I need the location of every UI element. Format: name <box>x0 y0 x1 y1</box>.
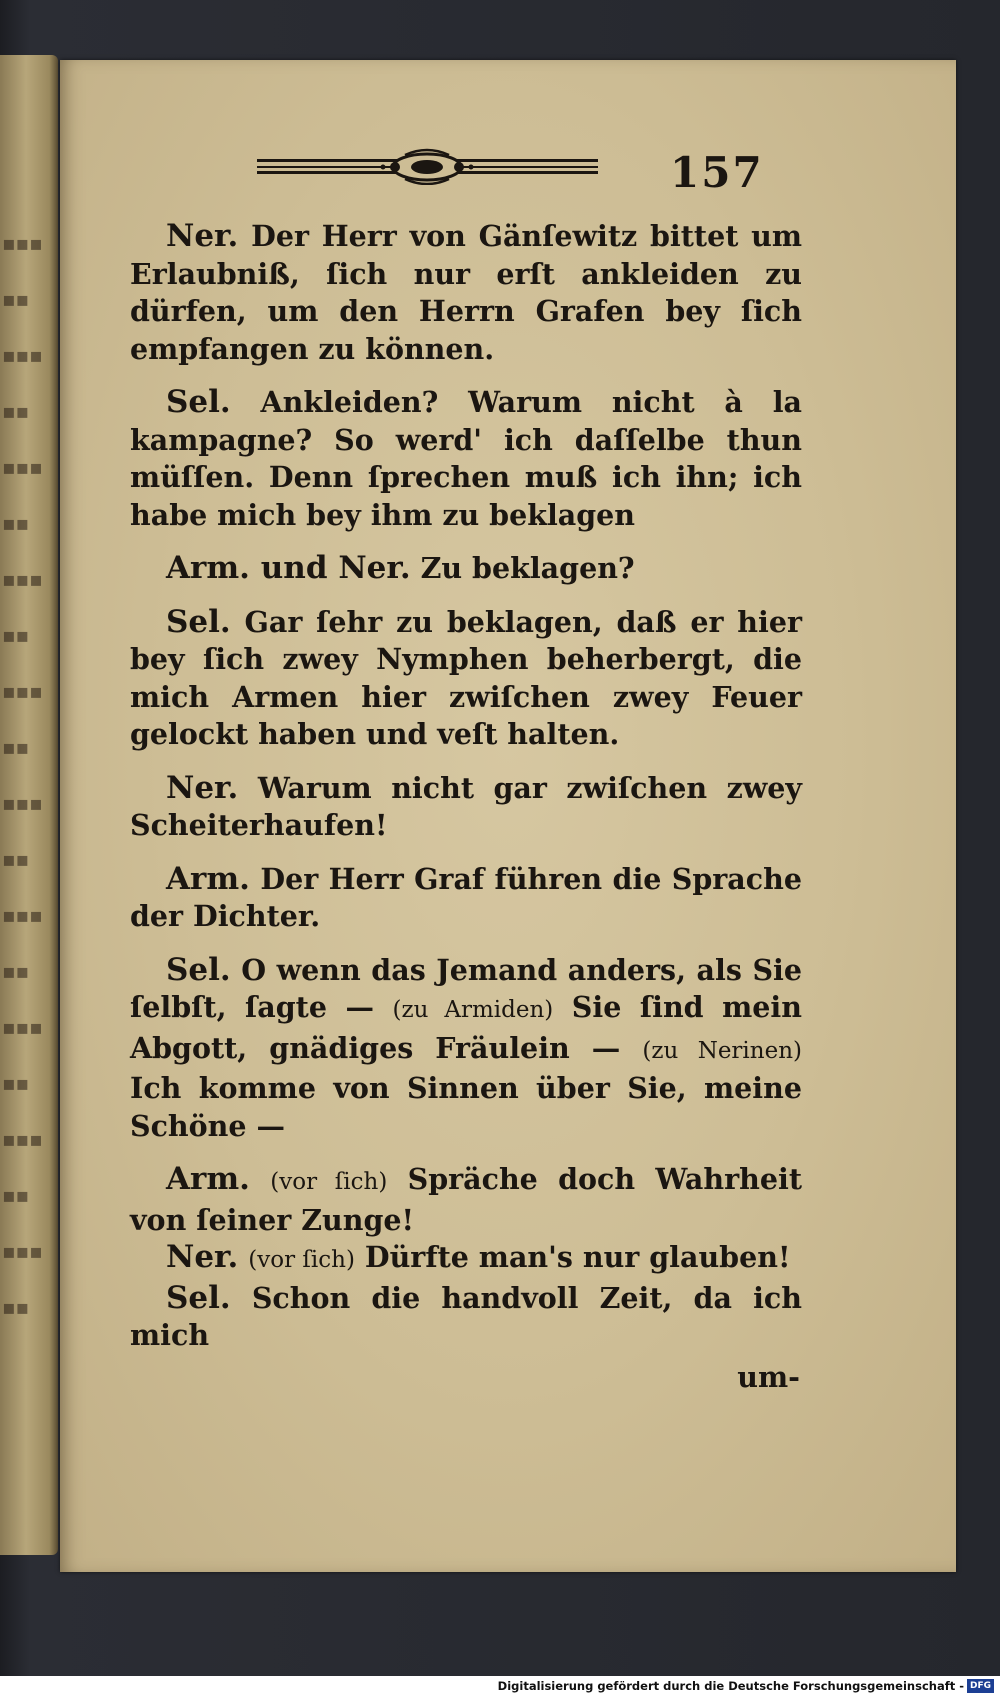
dialogue-text: Gar ſehr zu beklagen, daß er hier bey ſich zwey Nymphen beherbergt, die mich Armen hier zwiſchen zwey Feuer gelockt haben und veſt halten. <box>130 604 802 751</box>
dialogue-text: Ankleiden? Warum nicht à la kampagne? So werd' ich daſſelbe thun müſſen. Denn ſprechen muß ich ihn; ich habe mich bey ihm zu beklagen <box>130 385 802 532</box>
speaker-name: Arm. <box>166 1161 250 1197</box>
dialogue-text: Spräche doch Wahrheit von ſeiner Zunge! <box>130 1162 802 1237</box>
dialogue-paragraph <box>130 218 802 368</box>
speaker-name: Arm. <box>166 860 250 897</box>
dialogue-paragraph <box>130 1280 802 1355</box>
speaker-name: Sel. <box>166 603 231 640</box>
funding-credit: Digitalisierung gefördert durch die Deutsche Forschungsgemeinschaft - <box>497 1679 964 1693</box>
stage-direction: (vor ſich) <box>248 1247 355 1273</box>
dialogue-paragraph <box>130 1239 802 1280</box>
speaker-name: Ner. <box>166 769 239 806</box>
dfg-logo-icon: DFG <box>967 1679 994 1693</box>
speaker-name: Sel. <box>166 384 231 420</box>
dialogue-paragraph <box>130 861 802 936</box>
speaker-name: Arm. und Ner. <box>166 550 411 586</box>
speaker-name: Sel. <box>166 951 231 988</box>
dialogue-text: Sie ſind mein Abgott, gnädiges Fräulein — <box>130 990 802 1065</box>
dialogue-text: Schon die handvoll Zeit, da ich mich <box>130 1280 802 1352</box>
page-number: 157 <box>670 148 764 197</box>
dialogue-paragraph <box>130 1161 802 1239</box>
speaker-name: Ner. <box>166 1239 239 1275</box>
stage-direction: (zu Armiden) <box>392 997 554 1023</box>
dialogue-text: Warum nicht gar zwiſchen zwey Scheiterhaufen! <box>130 770 802 842</box>
dialogue-paragraph <box>130 952 802 1146</box>
facing-page-edge <box>0 55 58 1555</box>
book-page <box>60 60 956 1572</box>
catchword: um‑ <box>737 1359 800 1394</box>
stage-direction: (zu Nerinen) <box>642 1037 802 1064</box>
dialogue-text: Ich komme von Sinnen über Sie, meine Schöne — <box>130 1071 802 1143</box>
facing-page-text-fragments: ▪▪▪ ▪▪ ▪▪▪ ▪▪ ▪▪▪ ▪▪ ▪▪▪ ▪▪ ▪▪▪ ▪▪ ▪▪▪ ▪▪ ▪▪▪ ▪▪ ▪▪▪ ▪▪ ▪▪▪ ▪▪ ▪▪▪ ▪▪ <box>2 231 43 1319</box>
play-text <box>130 218 802 1396</box>
dialogue-paragraph <box>130 604 802 754</box>
dialogue-paragraph <box>130 384 802 534</box>
dialogue-text: O wenn das Jemand anders, als Sie ſelbſt, ſagte — <box>130 952 802 1024</box>
dialogue-text: Der Herr Graf führen die Sprache der Dichter. <box>130 861 802 933</box>
ornament-rule-icon <box>255 145 600 185</box>
speaker-name: Sel. <box>166 1279 231 1316</box>
dialogue-paragraph <box>130 770 802 845</box>
dialogue-text: Dürfte man's nur glauben! <box>364 1240 791 1274</box>
page-header <box>60 60 956 210</box>
dialogue-text: Zu beklagen? <box>420 551 635 585</box>
dialogue-text: Der Herr von Gänſewitz bittet um Erlaubniß, ſich nur erſt ankleiden zu dürfen, um den Herrn Grafen bey ſich empfangen zu können. <box>130 219 802 366</box>
dialogue-paragraph <box>130 550 802 588</box>
stage-direction: (vor ſich) <box>270 1169 388 1195</box>
speaker-name: Ner. <box>166 218 239 254</box>
